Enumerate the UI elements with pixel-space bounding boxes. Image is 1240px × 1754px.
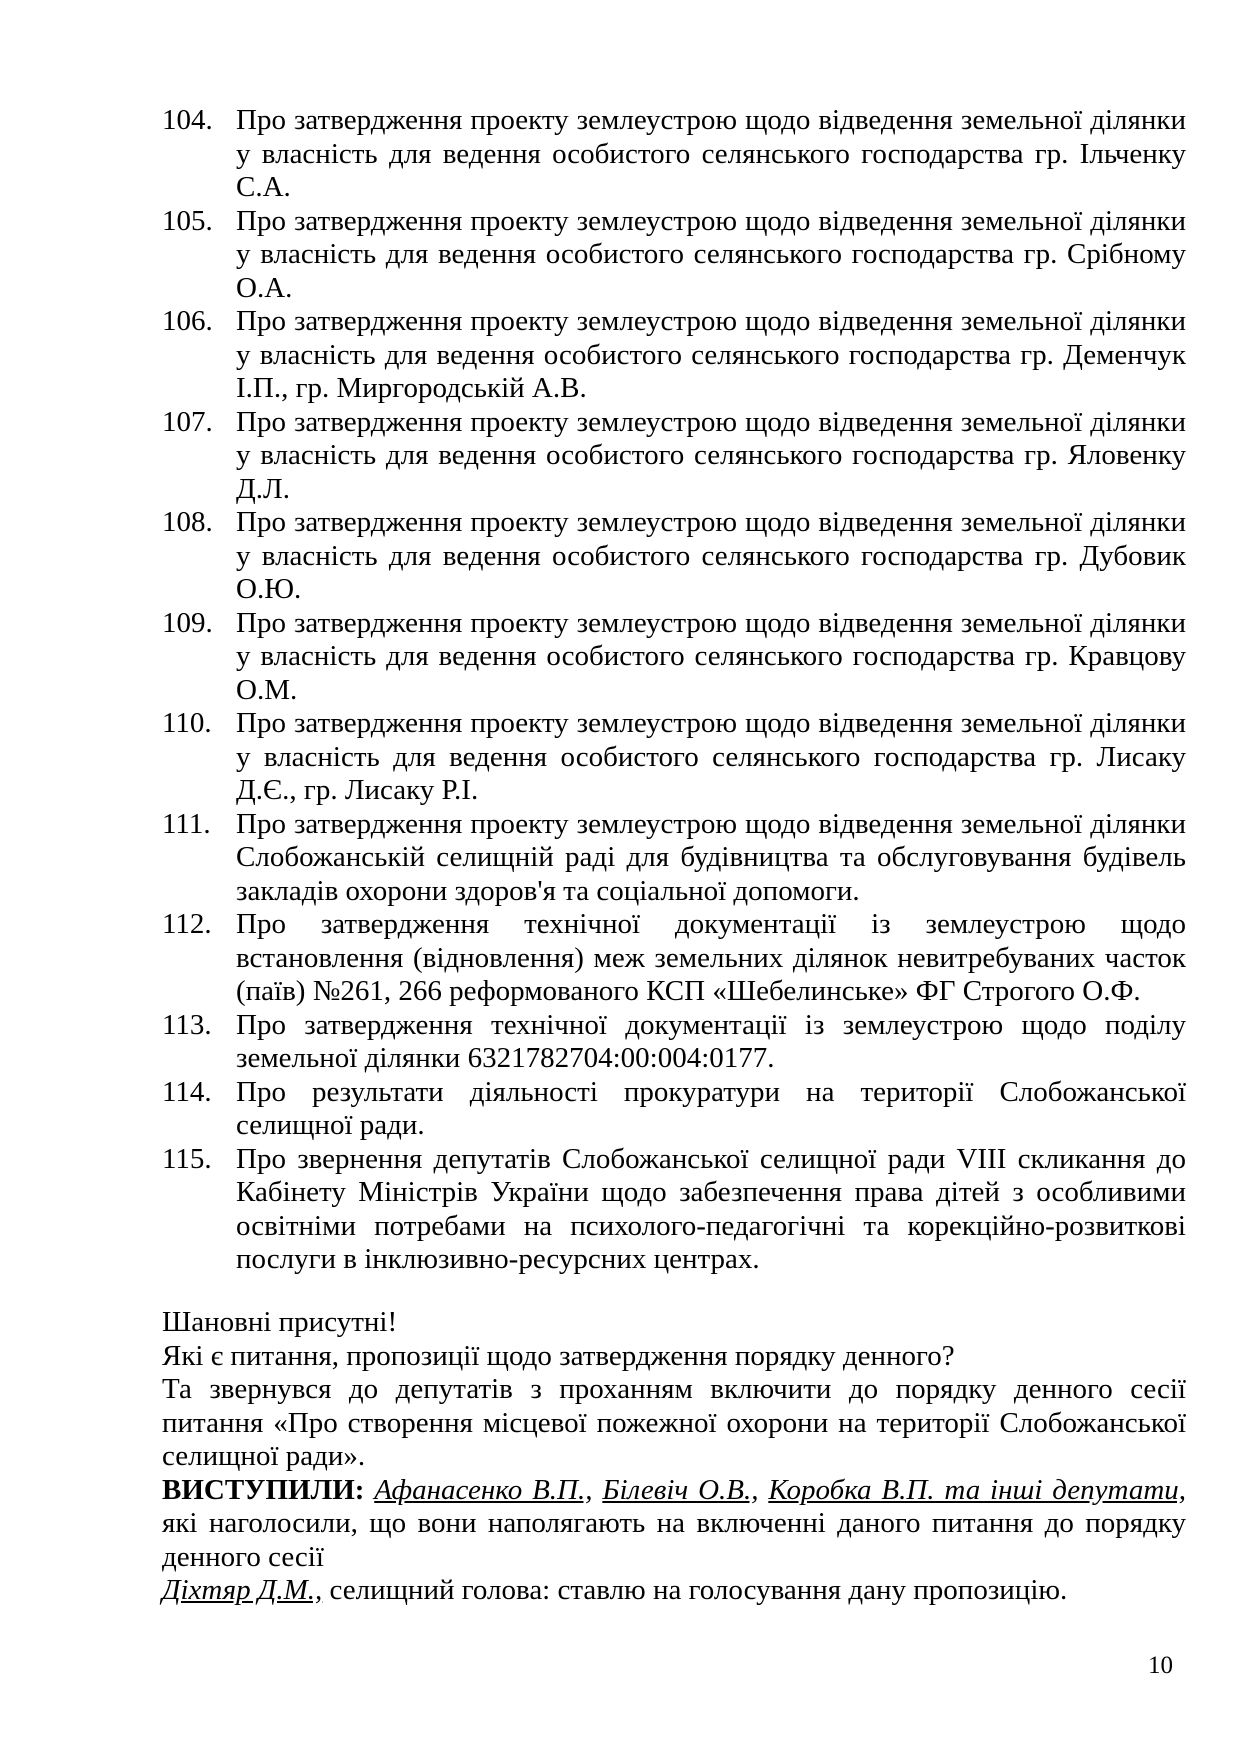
- list-item: [162, 808, 1186, 909]
- speaker-name: Коробка В.П. та інші депутати,: [768, 1473, 1187, 1506]
- item-text: Про затвердження проекту землеустрою щодо відведення земельної ділянки у власність для ведення особистого селянського господарства гр. Дубовик О.Ю.: [236, 506, 1186, 605]
- list-item: [162, 406, 1186, 507]
- item-number: 106.: [162, 305, 213, 337]
- item-number: 111.: [162, 807, 211, 840]
- item-number: 113.: [162, 1008, 212, 1041]
- chair-paragraph: [162, 1574, 1186, 1608]
- appeal: Та звернувся до депутатів з проханням включити до порядку денного сесії питання «Про створення місцевої пожежної охорони на території Слобожанської селищної ради».: [162, 1373, 1186, 1472]
- agenda-list: [162, 104, 1186, 1277]
- speakers-text: які наголосили, що вони наполягають на включенні даного питання до порядку денного сесії: [162, 1507, 1186, 1573]
- item-text: Про затвердження проекту землеустрою щодо відведення земельної ділянки у власність для ведення особистого селянського господарства гр. Яловенку Д.Л.: [236, 405, 1186, 505]
- page-number: 10: [1148, 1652, 1173, 1679]
- spoke-label: ВИСТУПИЛИ:: [162, 1473, 365, 1506]
- minutes-body: [162, 1306, 1186, 1608]
- speaker-name: Афанасенко В.П.,: [374, 1473, 593, 1506]
- list-item: [162, 908, 1186, 1009]
- list-item: [162, 707, 1186, 808]
- item-number: 107.: [162, 405, 213, 438]
- item-number: 108.: [162, 506, 213, 538]
- item-text: Про затвердження технічної документації із землеустрою щодо поділу земельної ділянки 6321782704:00:004:0177.: [236, 1008, 1186, 1074]
- item-number: 109.: [162, 606, 213, 639]
- item-text: Про звернення депутатів Слобожанської селищної ради VIII скликання до Кабінету Міністрів України щодо забезпечення права дітей з особливими освітніми потребами на психолого-педагогічні та корекційно-розвиткові послуги в інклюзивно-ресурсних центрах.: [236, 1142, 1186, 1275]
- item-text: Про затвердження проекту землеустрою щодо відведення земельної ділянки у власність для ведення особистого селянського господарства гр. Деменчук І.П., гр. Миргородській А.В.: [236, 305, 1186, 404]
- item-text: Про затвердження технічної документації із землеустрою щодо встановлення (відновлення) меж земельних ділянок невитребуваних часток (паїв) №261, 266 реформованого КСП «Шебелинське» ФГ Строгого О.Ф.: [236, 908, 1186, 1007]
- list-item: [162, 104, 1186, 205]
- item-number: 112.: [162, 908, 212, 940]
- item-number: 114.: [162, 1075, 212, 1108]
- item-text: Про затвердження проекту землеустрою щодо відведення земельної ділянки у власність для ведення особистого селянського господарства гр. Лисаку Д.Є., гр. Лисаку Р.І.: [236, 707, 1186, 806]
- list-item: [162, 305, 1186, 406]
- list-item: [162, 607, 1186, 708]
- chair-name: Діхтяр Д.М.,: [162, 1574, 323, 1606]
- item-text: Про затвердження проекту землеустрою щодо відведення земельної ділянки Слобожанській селищній раді для будівництва та обслуговування будівель закладів охорони здоров'я та соціальної допомоги.: [236, 807, 1186, 907]
- item-text: Про затвердження проекту землеустрою щодо відведення земельної ділянки у власність для ведення особистого селянського господарства гр. Кравцову О.М.: [236, 606, 1186, 706]
- greeting: Шановні присутні!: [162, 1306, 398, 1338]
- question: Які є питання, пропозиції щодо затвердження порядку денного?: [162, 1339, 955, 1372]
- list-item: [162, 506, 1186, 607]
- chair-text: селищний голова: ставлю на голосування дану пропозицію.: [329, 1574, 1068, 1606]
- item-text: Про результати діяльності прокуратури на території Слобожанської селищної ради.: [236, 1075, 1186, 1141]
- list-item: [162, 1009, 1186, 1076]
- item-number: 105.: [162, 204, 213, 237]
- item-text: Про затвердження проекту землеустрою щодо відведення земельної ділянки у власність для ведення особистого селянського господарства гр. Срібному О.А.: [236, 204, 1186, 304]
- list-item: [162, 205, 1186, 306]
- item-number: 115.: [162, 1142, 212, 1175]
- item-number: 110.: [162, 707, 212, 739]
- speaker-name: Білевіч О.В.,: [602, 1473, 759, 1506]
- speakers-paragraph: [162, 1474, 1186, 1575]
- item-number: 104.: [162, 104, 213, 136]
- list-item: [162, 1076, 1186, 1143]
- item-text: Про затвердження проекту землеустрою щодо відведення земельної ділянки у власність для ведення особистого селянського господарства гр. Ільченку С.А.: [236, 104, 1186, 203]
- list-item: [162, 1143, 1186, 1277]
